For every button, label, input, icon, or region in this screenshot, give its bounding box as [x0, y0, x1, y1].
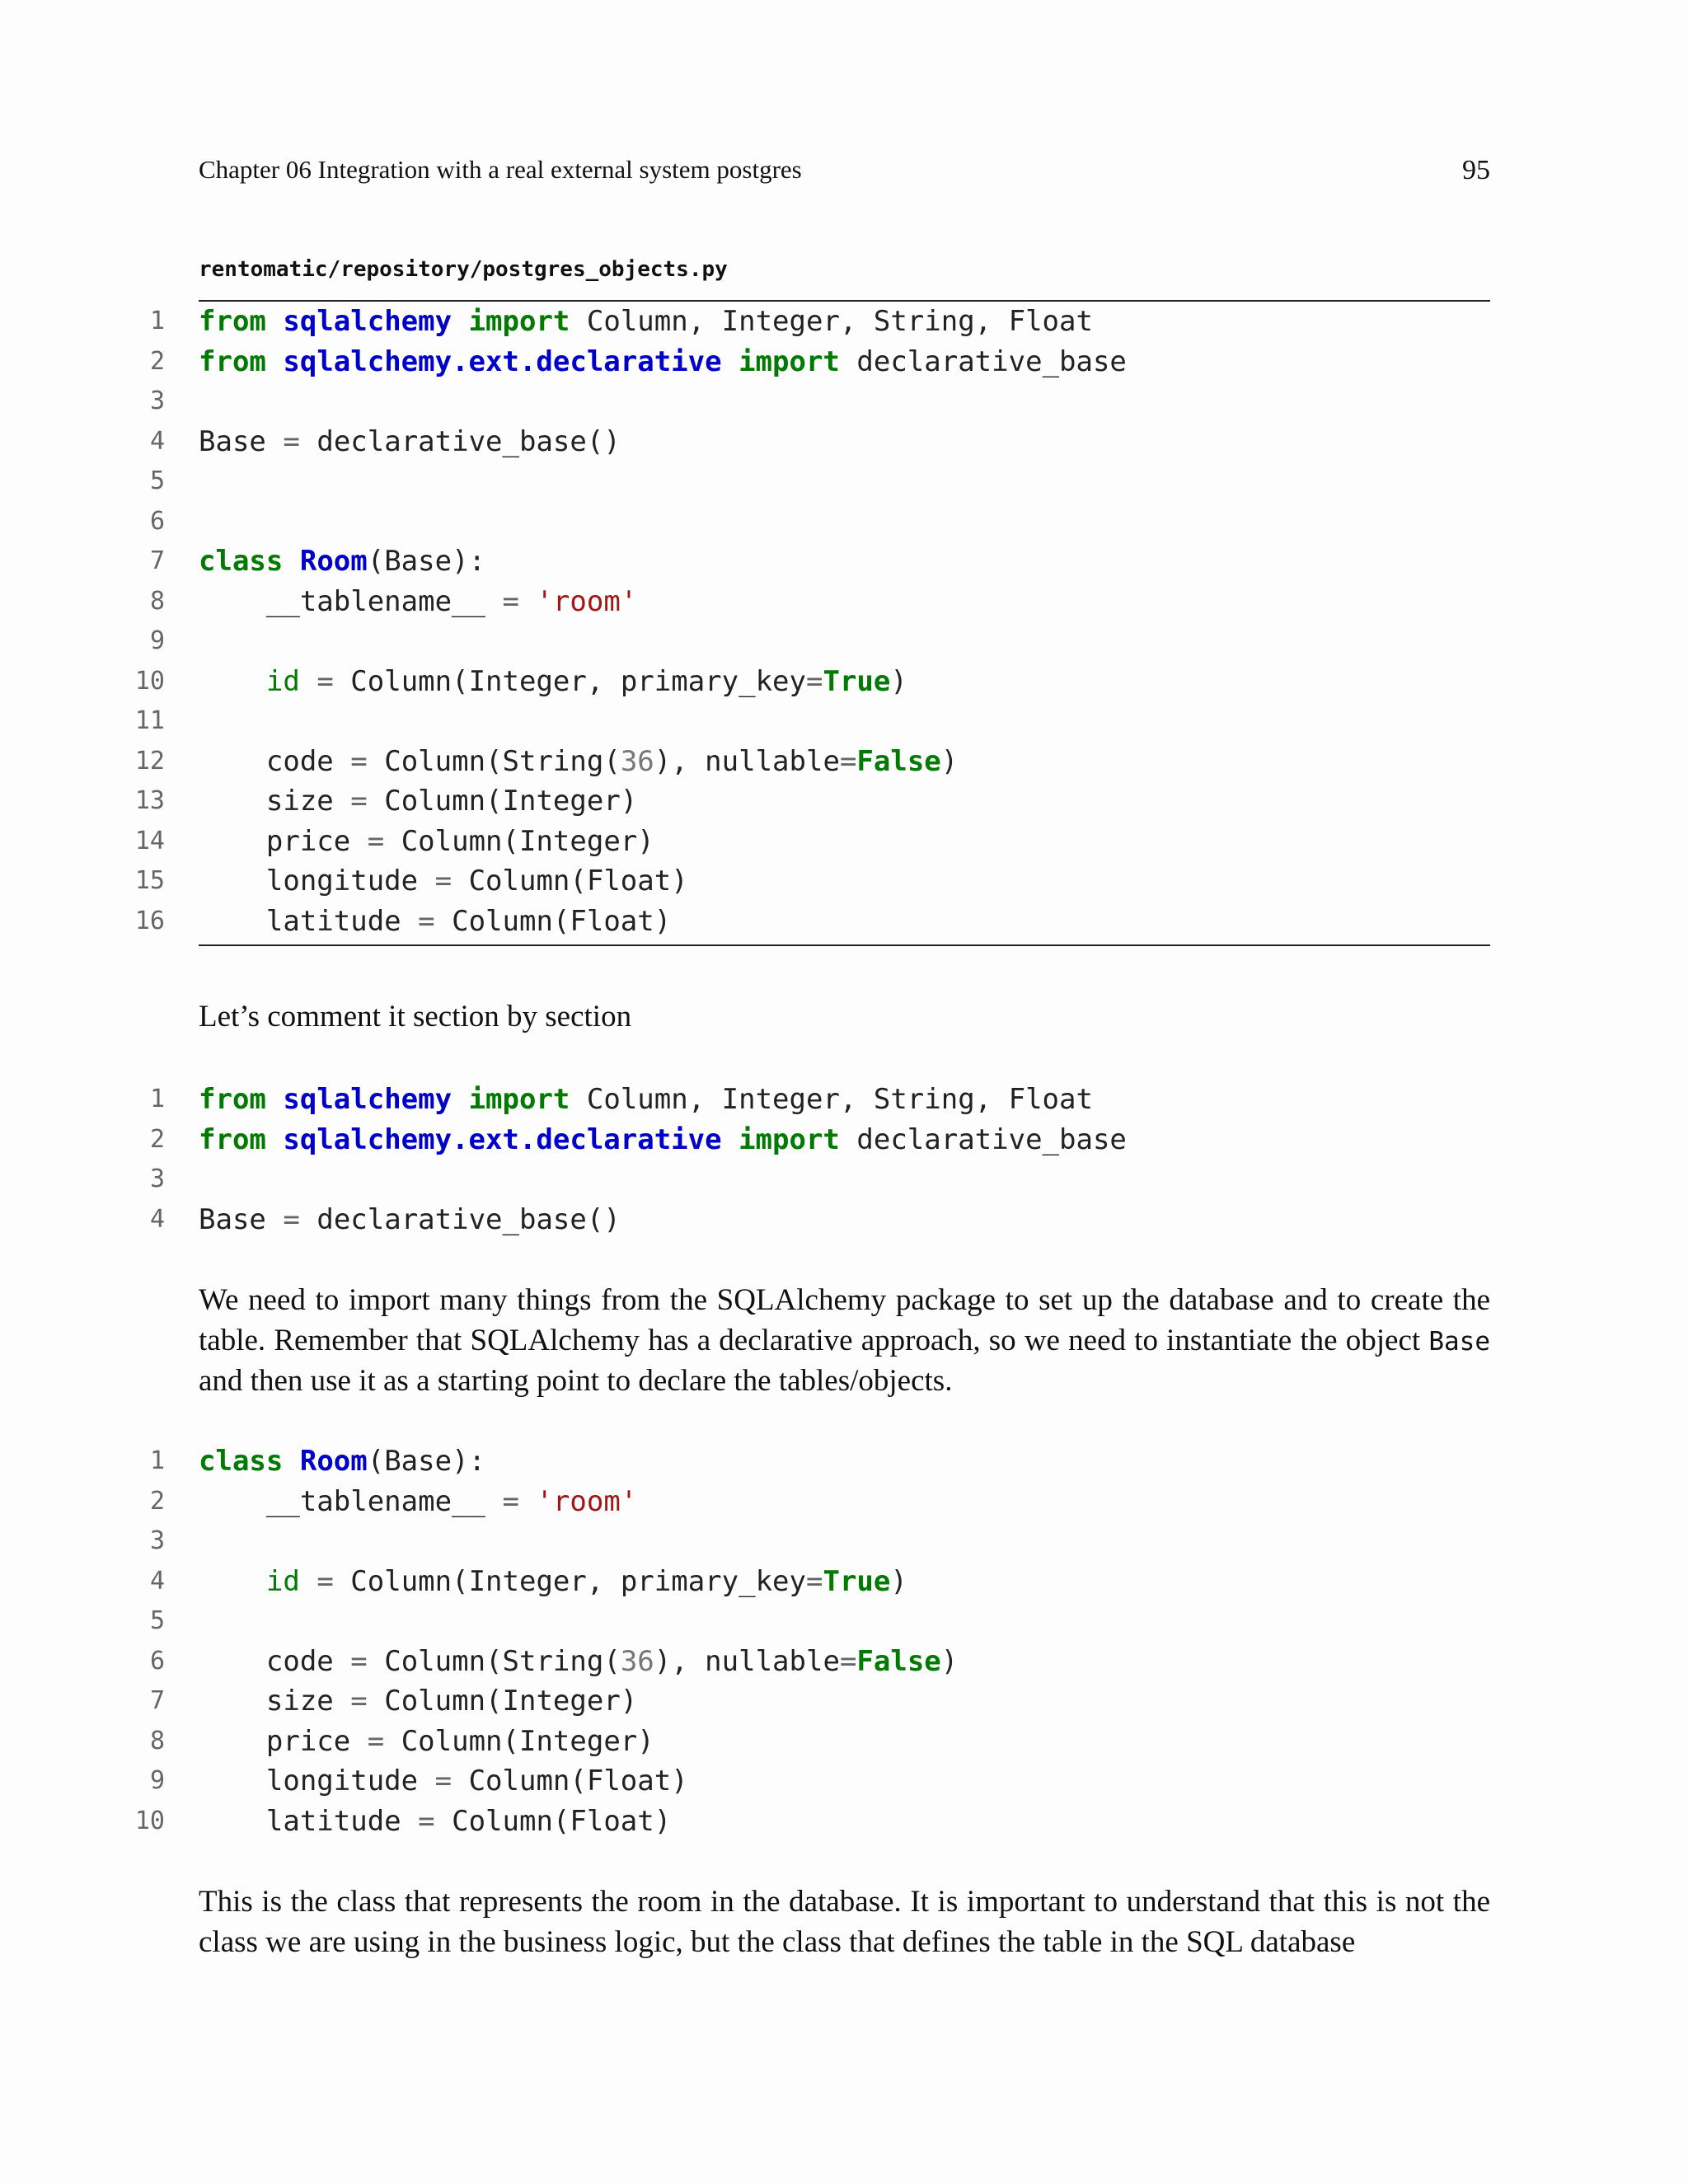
code-text: class Room(Base):: [199, 545, 486, 578]
paragraph-imports: We need to import many things from the SQLAlchemy package to set up the database and to create the table. Remember that SQLAlchemy has a declarative approach, so we need to instantiate the object Base and then use it as a starting point to declare the tables/objects.: [199, 1283, 1490, 1398]
code-line: [0, 541, 1688, 582]
code-text: from sqlalchemy.ext.declarative import declarative_base: [199, 1122, 1127, 1156]
code-text: size = Column(Integer): [265, 785, 638, 818]
code-line: [0, 822, 1688, 862]
code-text: __tablename__ = 'room': [265, 584, 638, 618]
line-number: 6: [149, 1646, 165, 1675]
line-number: 1: [149, 1446, 165, 1475]
code-text: latitude = Column(Float): [265, 904, 672, 938]
code-line: [0, 342, 1688, 382]
line-number: 9: [149, 1766, 165, 1795]
line-number: 1: [149, 307, 165, 335]
line-number: 15: [134, 866, 165, 895]
code-text: from sqlalchemy import Column, Integer, String, Float: [199, 305, 1093, 338]
code-listing-imports: [0, 1080, 1688, 1240]
running-title: Chapter 06 Integration with a real external system postgres: [199, 155, 802, 184]
code-line: [0, 1482, 1688, 1522]
line-number: 10: [134, 1806, 165, 1835]
code-line: [0, 861, 1688, 902]
code-text: longitude = Column(Float): [265, 865, 688, 898]
line-number: 16: [134, 906, 165, 935]
line-number: 2: [149, 1486, 165, 1516]
code-line: [0, 1642, 1688, 1682]
code-line: [0, 1120, 1688, 1160]
code-line: [0, 1761, 1688, 1802]
line-number: 3: [149, 1526, 165, 1555]
code-line: [0, 742, 1688, 782]
code-line: [0, 1722, 1688, 1762]
line-number: 7: [149, 546, 165, 575]
code-line: [0, 621, 1688, 662]
code-line: [0, 582, 1688, 622]
code-line: [0, 1802, 1688, 1842]
line-number: 4: [149, 1566, 165, 1596]
paragraph-intro: Let’s comment it section by section: [199, 1000, 632, 1033]
line-number: 8: [149, 1726, 165, 1755]
line-number: 4: [149, 1204, 165, 1234]
line-number: 3: [149, 387, 165, 415]
page-number: 95: [1462, 155, 1490, 185]
code-text: size = Column(Integer): [265, 1685, 638, 1718]
code-text: id = Column(Integer, primary_key=True): [265, 664, 907, 698]
code-line: [0, 1441, 1688, 1482]
code-line: [0, 502, 1688, 542]
code-listing-class: [0, 1441, 1688, 1841]
paragraph-class: This is the class that represents the room in the database. It is important to understand that this is not the class we are using in the business logic, but the class that defines the table in the SQL database: [199, 1885, 1490, 1959]
line-number: 9: [149, 626, 165, 655]
code-line: [0, 462, 1688, 502]
code-text: Base = declarative_base(): [199, 424, 621, 458]
line-number: 6: [149, 506, 165, 536]
line-number: 7: [149, 1686, 165, 1715]
line-number: 13: [134, 786, 165, 815]
code-text: code = Column(String(36), nullable=False): [265, 744, 959, 778]
line-number: 12: [134, 746, 165, 776]
code-listing-full: [0, 302, 1688, 941]
code-text: longitude = Column(Float): [265, 1765, 688, 1797]
code-line: [0, 1681, 1688, 1722]
line-number: 2: [149, 1124, 165, 1154]
line-number: 8: [149, 586, 165, 616]
code-line: [0, 1200, 1688, 1240]
line-number: 10: [134, 666, 165, 696]
line-number: 11: [134, 706, 165, 735]
file-caption: rentomatic/repository/postgres_objects.py: [199, 257, 728, 282]
code-text: Base = declarative_base(): [199, 1202, 621, 1236]
line-number: 5: [149, 1606, 165, 1635]
line-number: 1: [149, 1085, 165, 1113]
line-number: 2: [149, 346, 165, 376]
code-text: price = Column(Integer): [265, 824, 654, 858]
code-text: __tablename__ = 'room': [265, 1484, 638, 1518]
code-line: [0, 1080, 1688, 1120]
code-text: code = Column(String(36), nullable=False): [265, 1644, 959, 1678]
line-number: 4: [149, 426, 165, 456]
code-text: class Room(Base):: [199, 1445, 486, 1478]
code-line: [0, 662, 1688, 702]
line-number: 3: [149, 1165, 165, 1193]
code-line: [0, 1521, 1688, 1562]
code-line: [0, 1601, 1688, 1642]
page-header: [199, 155, 1490, 196]
line-number: 14: [134, 826, 165, 855]
code-text: id = Column(Integer, primary_key=True): [265, 1564, 907, 1598]
line-number: 5: [149, 466, 165, 495]
code-line: [0, 1160, 1688, 1200]
code-line: [0, 1562, 1688, 1602]
code-line: [0, 902, 1688, 942]
code-line: [0, 382, 1688, 422]
code-line: [0, 422, 1688, 462]
code-line: [0, 701, 1688, 742]
code-bottom-rule: [199, 944, 1490, 946]
code-text: price = Column(Integer): [265, 1724, 654, 1758]
code-text: from sqlalchemy.ext.declarative import declarative_base: [199, 344, 1127, 378]
code-line: [0, 781, 1688, 822]
code-text: latitude = Column(Float): [265, 1804, 672, 1838]
code-text: from sqlalchemy import Column, Integer, String, Float: [199, 1083, 1093, 1116]
code-line: [0, 302, 1688, 342]
